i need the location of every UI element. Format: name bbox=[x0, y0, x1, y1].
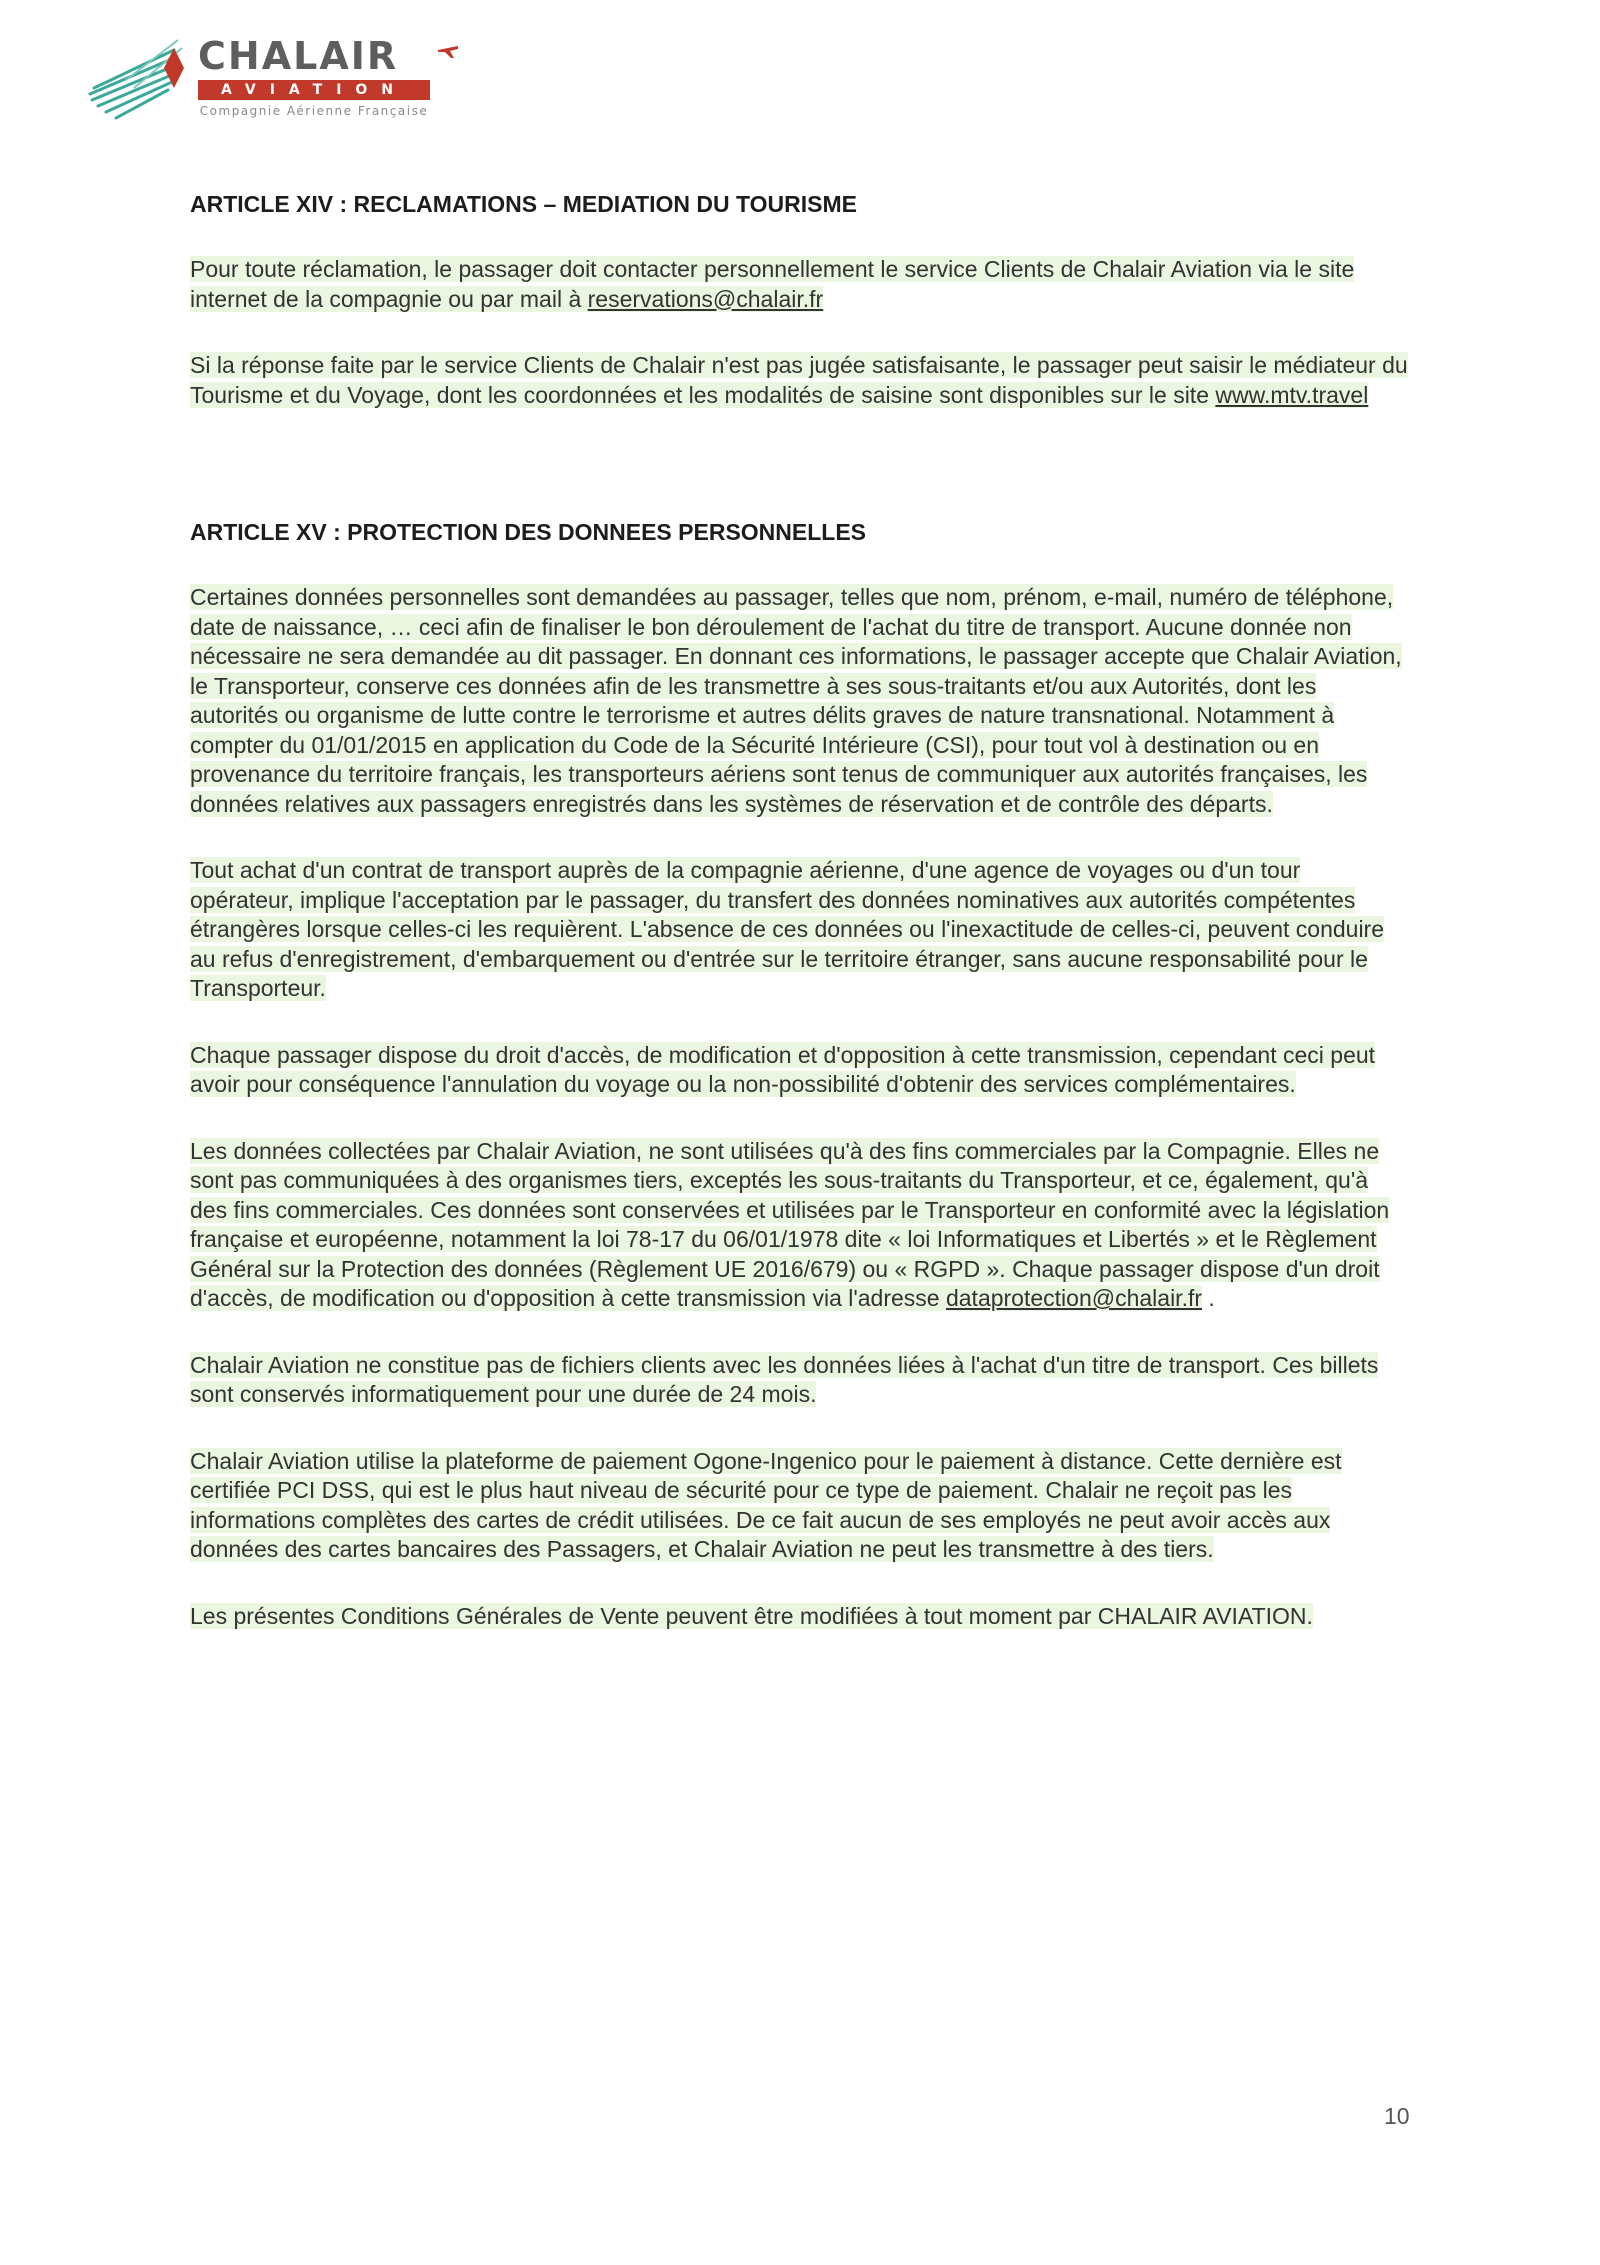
article-14-paragraph-2: Si la réponse faite par le service Clients de Chalair n'est pas jugée satisfaisante, le passager peut saisir le médiateur du Tourisme et du Voyage, dont les coordonnées et les modalités de saisine sont disponibles sur le site www.mtv.travel bbox=[190, 352, 1408, 408]
brand-tagline: Compagnie Aérienne Française bbox=[199, 104, 429, 118]
dataprotection-email-link[interactable]: dataprotection@chalair.fr bbox=[945, 1285, 1203, 1311]
article-15-paragraph-6: Chalair Aviation utilise la plateforme de paiement Ogone-Ingenico pour le paiement à distance. Cette dernière est certifiée PCI DSS, qui est le plus haut niveau de sécurité pour ce type de paiement. Chalair ne reçoit pas les informations complètes des cartes de crédit utilisées. De ce fait aucun de ses employés ne peut avoir accès aux données des cartes bancaires des Passagers, et Chalair Aviation ne peut les transmettre à des tiers. bbox=[190, 1447, 1342, 1562]
document-body bbox=[190, 186, 1410, 1631]
brand-aviation-banner: AVIATION bbox=[198, 80, 430, 100]
article-15-paragraph-5: Chalair Aviation ne constitue pas de fichiers clients avec les données liées à l'achat d'un titre de transport. Ces billets sont conservés informatiquement pour une durée de 24 mois. bbox=[190, 1351, 1379, 1407]
article-14-paragraph-1: Pour toute réclamation, le passager doit contacter personnellement le service Clients de Chalair Aviation via le site internet de la compagnie ou par mail à reservations@chalair.fr bbox=[190, 256, 1355, 312]
article-15-title: ARTICLE XV : PROTECTION DES DONNEES PERSONNELLES bbox=[190, 519, 867, 545]
chalair-logo bbox=[86, 30, 466, 125]
article-15-paragraph-7: Les présentes Conditions Générales de Vente peuvent être modifiées à tout moment par CHALAIR AVIATION. bbox=[190, 1602, 1313, 1629]
reservations-email-link[interactable]: reservations@chalair.fr bbox=[587, 285, 824, 312]
article-15-paragraph-3: Chaque passager dispose du droit d'accès, de modification et d'opposition à cette transmission, cependant ceci peut avoir pour conséquence l'annulation du voyage ou la non-possibilité d'obtenir des services complémentaires. bbox=[190, 1041, 1376, 1097]
plane-icon bbox=[436, 40, 460, 60]
article-14-title: ARTICLE XIV : RECLAMATIONS – MEDIATION DU TOURISME bbox=[190, 191, 858, 217]
mtv-travel-link[interactable]: www.mtv.travel bbox=[1215, 381, 1369, 408]
page-number: 10 bbox=[1384, 2103, 1410, 2129]
brand-name: CHALAIR bbox=[198, 34, 399, 78]
wing-emblem-icon bbox=[86, 30, 196, 125]
article-15-paragraph-4: Les données collectées par Chalair Aviation, ne sont utilisées qu'à des fins commerciales par la Compagnie. Elles ne sont pas communiquées à des organismes tiers, exceptés les sous-traitants du Transporteur, et ce, également, qu'à des fins commerciales. Ces données sont conservées et utilisées par le Transporteur en conformité avec la législation française et européenne, notamment la loi 78-17 du 06/01/1978 dite « loi Informatiques et Libertés » et le Règlement Général sur la Protection des données (Règlement UE 2016/679) ou « RGPD ». Chaque passager dispose d'un droit d'accès, de modification ou d'opposition à cette transmission via l'adresse dataprotection@chalair.fr . bbox=[190, 1137, 1390, 1311]
article-15-paragraph-1: Certaines données personnelles sont demandées au passager, telles que nom, prénom, e-mail, numéro de téléphone, date de naissance, … ceci afin de finaliser le bon déroulement de l'achat du titre de transport. Aucune donnée non nécessaire ne sera demandée au dit passager. En donnant ces informations, le passager accepte que Chalair Aviation, le Transporteur, conserve ces données afin de les transmettre à ses sous-traitants et/ou aux Autorités, dont les autorités ou organisme de lutte contre le terrorisme et autres délits graves de nature transnational. Notamment à compter du 01/01/2015 en application du Code de la Sécurité Intérieure (CSI), pour tout vol à destination ou en provenance du territoire français, les transporteurs aériens sont tenus de communiquer aux autorités françaises, les données relatives aux passagers enregistrés dans les systèmes de réservation et de contrôle des départs. bbox=[190, 584, 1402, 817]
article-15-paragraph-2: Tout achat d'un contrat de transport auprès de la compagnie aérienne, d'une agence de voyages ou d'un tour opérateur, implique l'acceptation par le passager, du transfert des données nominatives aux autorités compétentes étrangères lorsque celles-ci les requièrent. L'absence de ces données ou l'inexactitude de celles-ci, peuvent conduire au refus d'enregistrement, d'embarquement ou d'entrée sur le territoire étranger, sans aucune responsabilité pour le Transporteur. bbox=[190, 857, 1385, 1001]
